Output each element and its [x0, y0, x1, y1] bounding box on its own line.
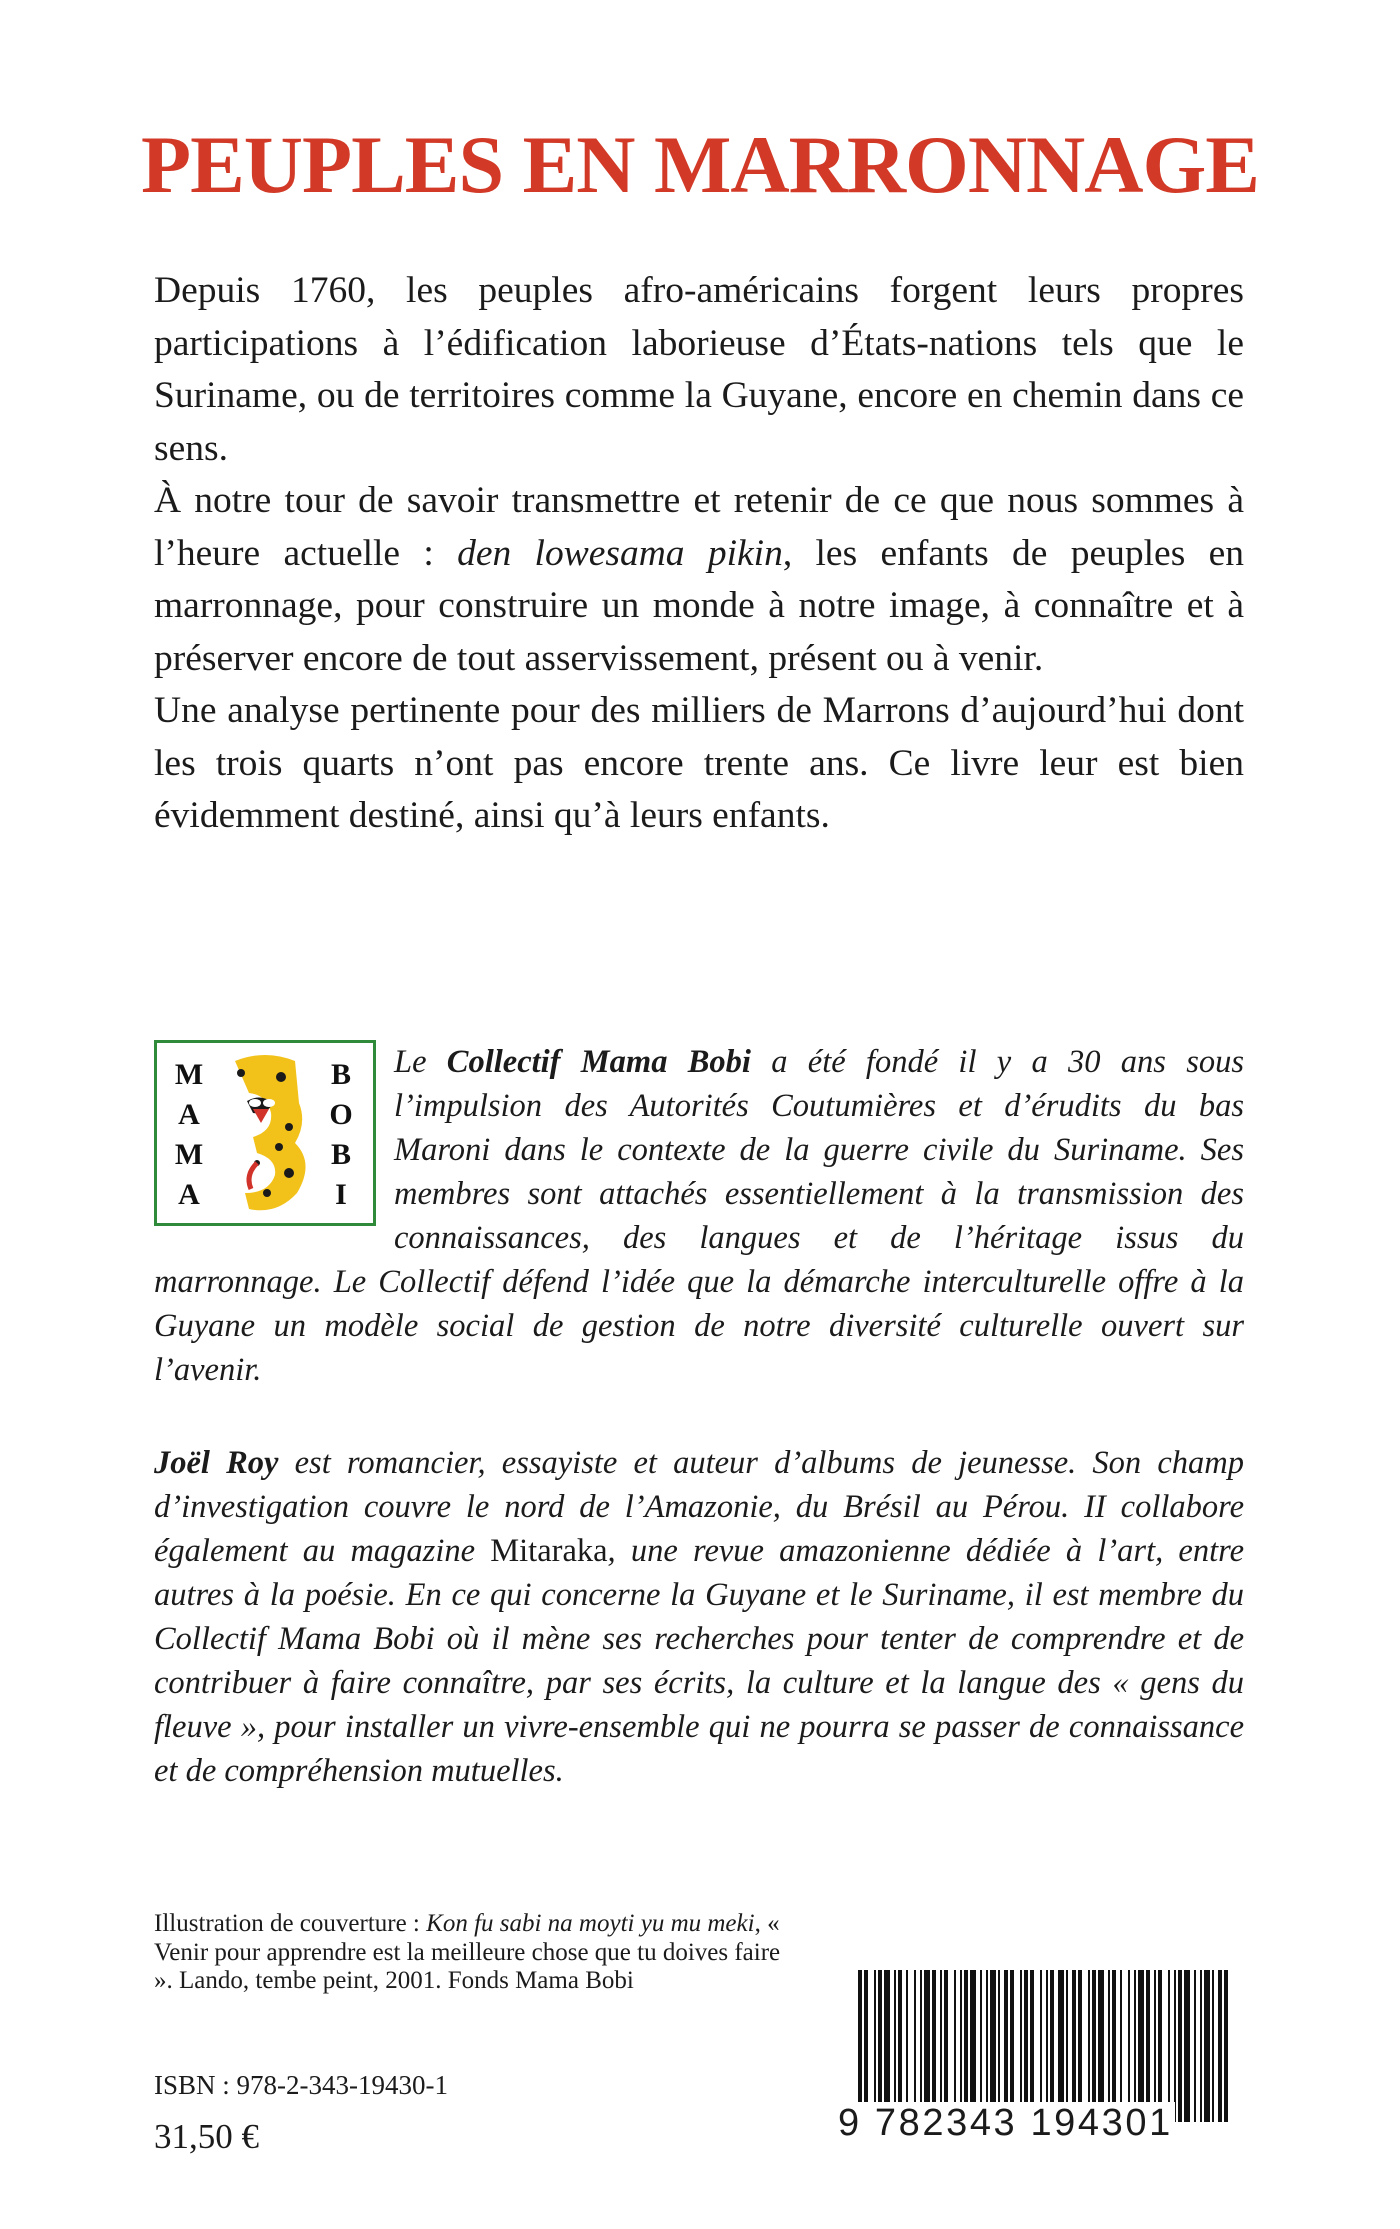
- barcode-bar: [878, 1970, 882, 2122]
- barcode-bar: [1040, 1970, 1042, 2122]
- barcode-bar: [964, 1970, 968, 2122]
- author-text-2: , une revue amazonienne dédiée à l’art, entre autres à la poésie. En ce qui concerne la Guyane et le Suriname, il est membre du Collectif Mama Bobi où il mène ses recherches pour tenter de comprendre et de contribuer à faire connaître, par ses écrits, la culture et la langue des « gens du fleuve », pour installer un vivre-ensemble qui ne pourra se passer de connaissance et de compréhension mutuelles.: [154, 1533, 1244, 1789]
- barcode-bar: [1058, 1970, 1064, 2122]
- barcode-bar: [924, 1970, 930, 2122]
- barcode-bar: [1200, 1970, 1202, 2122]
- author-name: Joël Roy: [154, 1445, 279, 1481]
- credit-rest: , « Venir pour apprendre est la meilleure chose que tu doives faire ». Lando, tembe peint, 2001. Fonds Mama Bobi: [154, 1910, 781, 1994]
- barcode-bar: [1098, 1970, 1104, 2122]
- barcode-bar: [986, 1970, 988, 2122]
- credit-label: Illustration de couverture :: [154, 1910, 427, 1937]
- barcode-bar: [1030, 1970, 1034, 2122]
- barcode-bar: [960, 1970, 962, 2122]
- collectif-intro: Le: [394, 1044, 447, 1080]
- barcode-bar: [1218, 1970, 1222, 2122]
- barcode-bar: [954, 1970, 956, 2122]
- barcode-bar: [1184, 1970, 1190, 2122]
- magazine-name: Mitaraka: [490, 1533, 608, 1569]
- barcode-bar: [920, 1970, 922, 2122]
- barcode-bar: [1092, 1970, 1096, 2122]
- barcode-bar: [1108, 1970, 1110, 2122]
- intro-paragraph-2: [154, 475, 1244, 685]
- intro-p2-end: , les enfants de peuples en marronnage, pour construire un monde à notre image, à connaître et à préserver encore de tout asservissement, présent ou à venir.: [154, 532, 1244, 679]
- barcode-bar: [1112, 1970, 1116, 2122]
- barcode-bar: [1174, 1970, 1176, 2122]
- barcode-bar: [980, 1970, 982, 2122]
- barcode-bar: [932, 1970, 936, 2122]
- barcode-bar: [970, 1970, 976, 2122]
- barcode-bar: [894, 1970, 896, 2122]
- barcode-bar: [1178, 1970, 1182, 2122]
- barcode-bar: [1194, 1970, 1196, 2122]
- barcode-bar: [990, 1970, 996, 2122]
- intro-paragraph-1: Depuis 1760, les peuples afro-américains forgent leurs propres participations à l’édification laborieuse d’États-nations tels que le Suriname, ou de territoires comme la Guyane, encore en chemin dans ce sens.: [154, 270, 1244, 469]
- barcode-bar: [1120, 1970, 1122, 2122]
- author-paragraph: [154, 1441, 1244, 1793]
- barcode-bar: [1072, 1970, 1076, 2122]
- barcode-bar: [1146, 1970, 1150, 2122]
- barcode-bar: [1168, 1970, 1170, 2122]
- barcode-bar: [1010, 1970, 1014, 2122]
- barcode-bar: [1024, 1970, 1028, 2122]
- barcode-bar: [1020, 1970, 1022, 2122]
- intro-text: [154, 265, 1244, 843]
- barcode-bar: [1224, 1970, 1228, 2122]
- intro-paragraph-3: Une analyse pertinente pour des milliers de Marrons d’aujourd’hui dont les trois quarts n’ont pas encore trente ans. Ce livre leur est bien évidemment destiné, ainsi qu’à leurs enfants.: [154, 690, 1244, 836]
- logo-right-letters: B O B I: [329, 1058, 353, 1211]
- cover-credit: [154, 1910, 794, 1996]
- barcode-bar: [1078, 1970, 1082, 2122]
- barcode-bar: [1134, 1970, 1136, 2122]
- barcode-bar: [898, 1970, 902, 2122]
- intro-p2-italic: den lowesama pikin: [457, 532, 783, 574]
- barcode-bar: [1066, 1970, 1068, 2122]
- barcode-bar: [1138, 1970, 1144, 2122]
- price: 31,50 €: [154, 2117, 259, 2156]
- barcode-bar: [914, 1970, 916, 2122]
- barcode-bar: [1158, 1970, 1162, 2122]
- barcode-bar: [874, 1970, 876, 2122]
- intro-p2-start: À notre tour de savoir transmettre et retenir de ce que nous sommes à l’heure actuelle :: [154, 480, 1244, 574]
- barcode-bar: [1004, 1970, 1008, 2122]
- logo-left-letters: M A M A: [174, 1058, 204, 1211]
- barcode-bar: [1204, 1970, 1210, 2122]
- mama-bobi-logo: [154, 1040, 376, 1226]
- author-text-1: est romancier, essayiste et auteur d’albums de jeunesse. Son champ d’investigation couvre le nord de l’Amazonie, du Brésil au Pérou. II collabore également au magazine: [154, 1445, 1244, 1569]
- barcode-bar: [1046, 1970, 1048, 2122]
- barcode-bar: [944, 1970, 948, 2122]
- barcode-bar: [884, 1970, 890, 2122]
- barcode-bar: [906, 1970, 908, 2122]
- barcode-bar: [1088, 1970, 1090, 2122]
- barcode-bar: [940, 1970, 942, 2122]
- credit-work-title: Kon fu sabi na moyti yu mu meki: [426, 1910, 755, 1937]
- barcode-digits: [836, 2102, 1240, 2145]
- barcode-bar: [1128, 1970, 1130, 2122]
- book-title: PEUPLES EN MARRONNAGE: [141, 119, 1259, 210]
- barcode-digits-text: 9 782343 194301: [838, 2102, 1173, 2144]
- barcode-bar: [1154, 1970, 1156, 2122]
- isbn: ISBN : 978-2-343-19430-1: [154, 2070, 448, 2100]
- barcode-bar: [998, 1970, 1000, 2122]
- collectif-text: a été fondé il y a 30 ans sous l’impulsion des Autorités Coutumières et d’érudits du bas Maroni dans le contexte de la guerre civile du Suriname. Ses membres sont attachés essentiellement à la transmission des connaissances, des langues et de l’héritage issus du marronnage. Le Collectif défend l’idée que la démarche interculturelle offre à la Guyane un modèle social de gestion de notre diversité culturelle ouvert sur l’avenir.: [154, 1044, 1244, 1388]
- collectif-name: Collectif Mama Bobi: [446, 1044, 751, 1080]
- barcode-bar: [1212, 1970, 1214, 2122]
